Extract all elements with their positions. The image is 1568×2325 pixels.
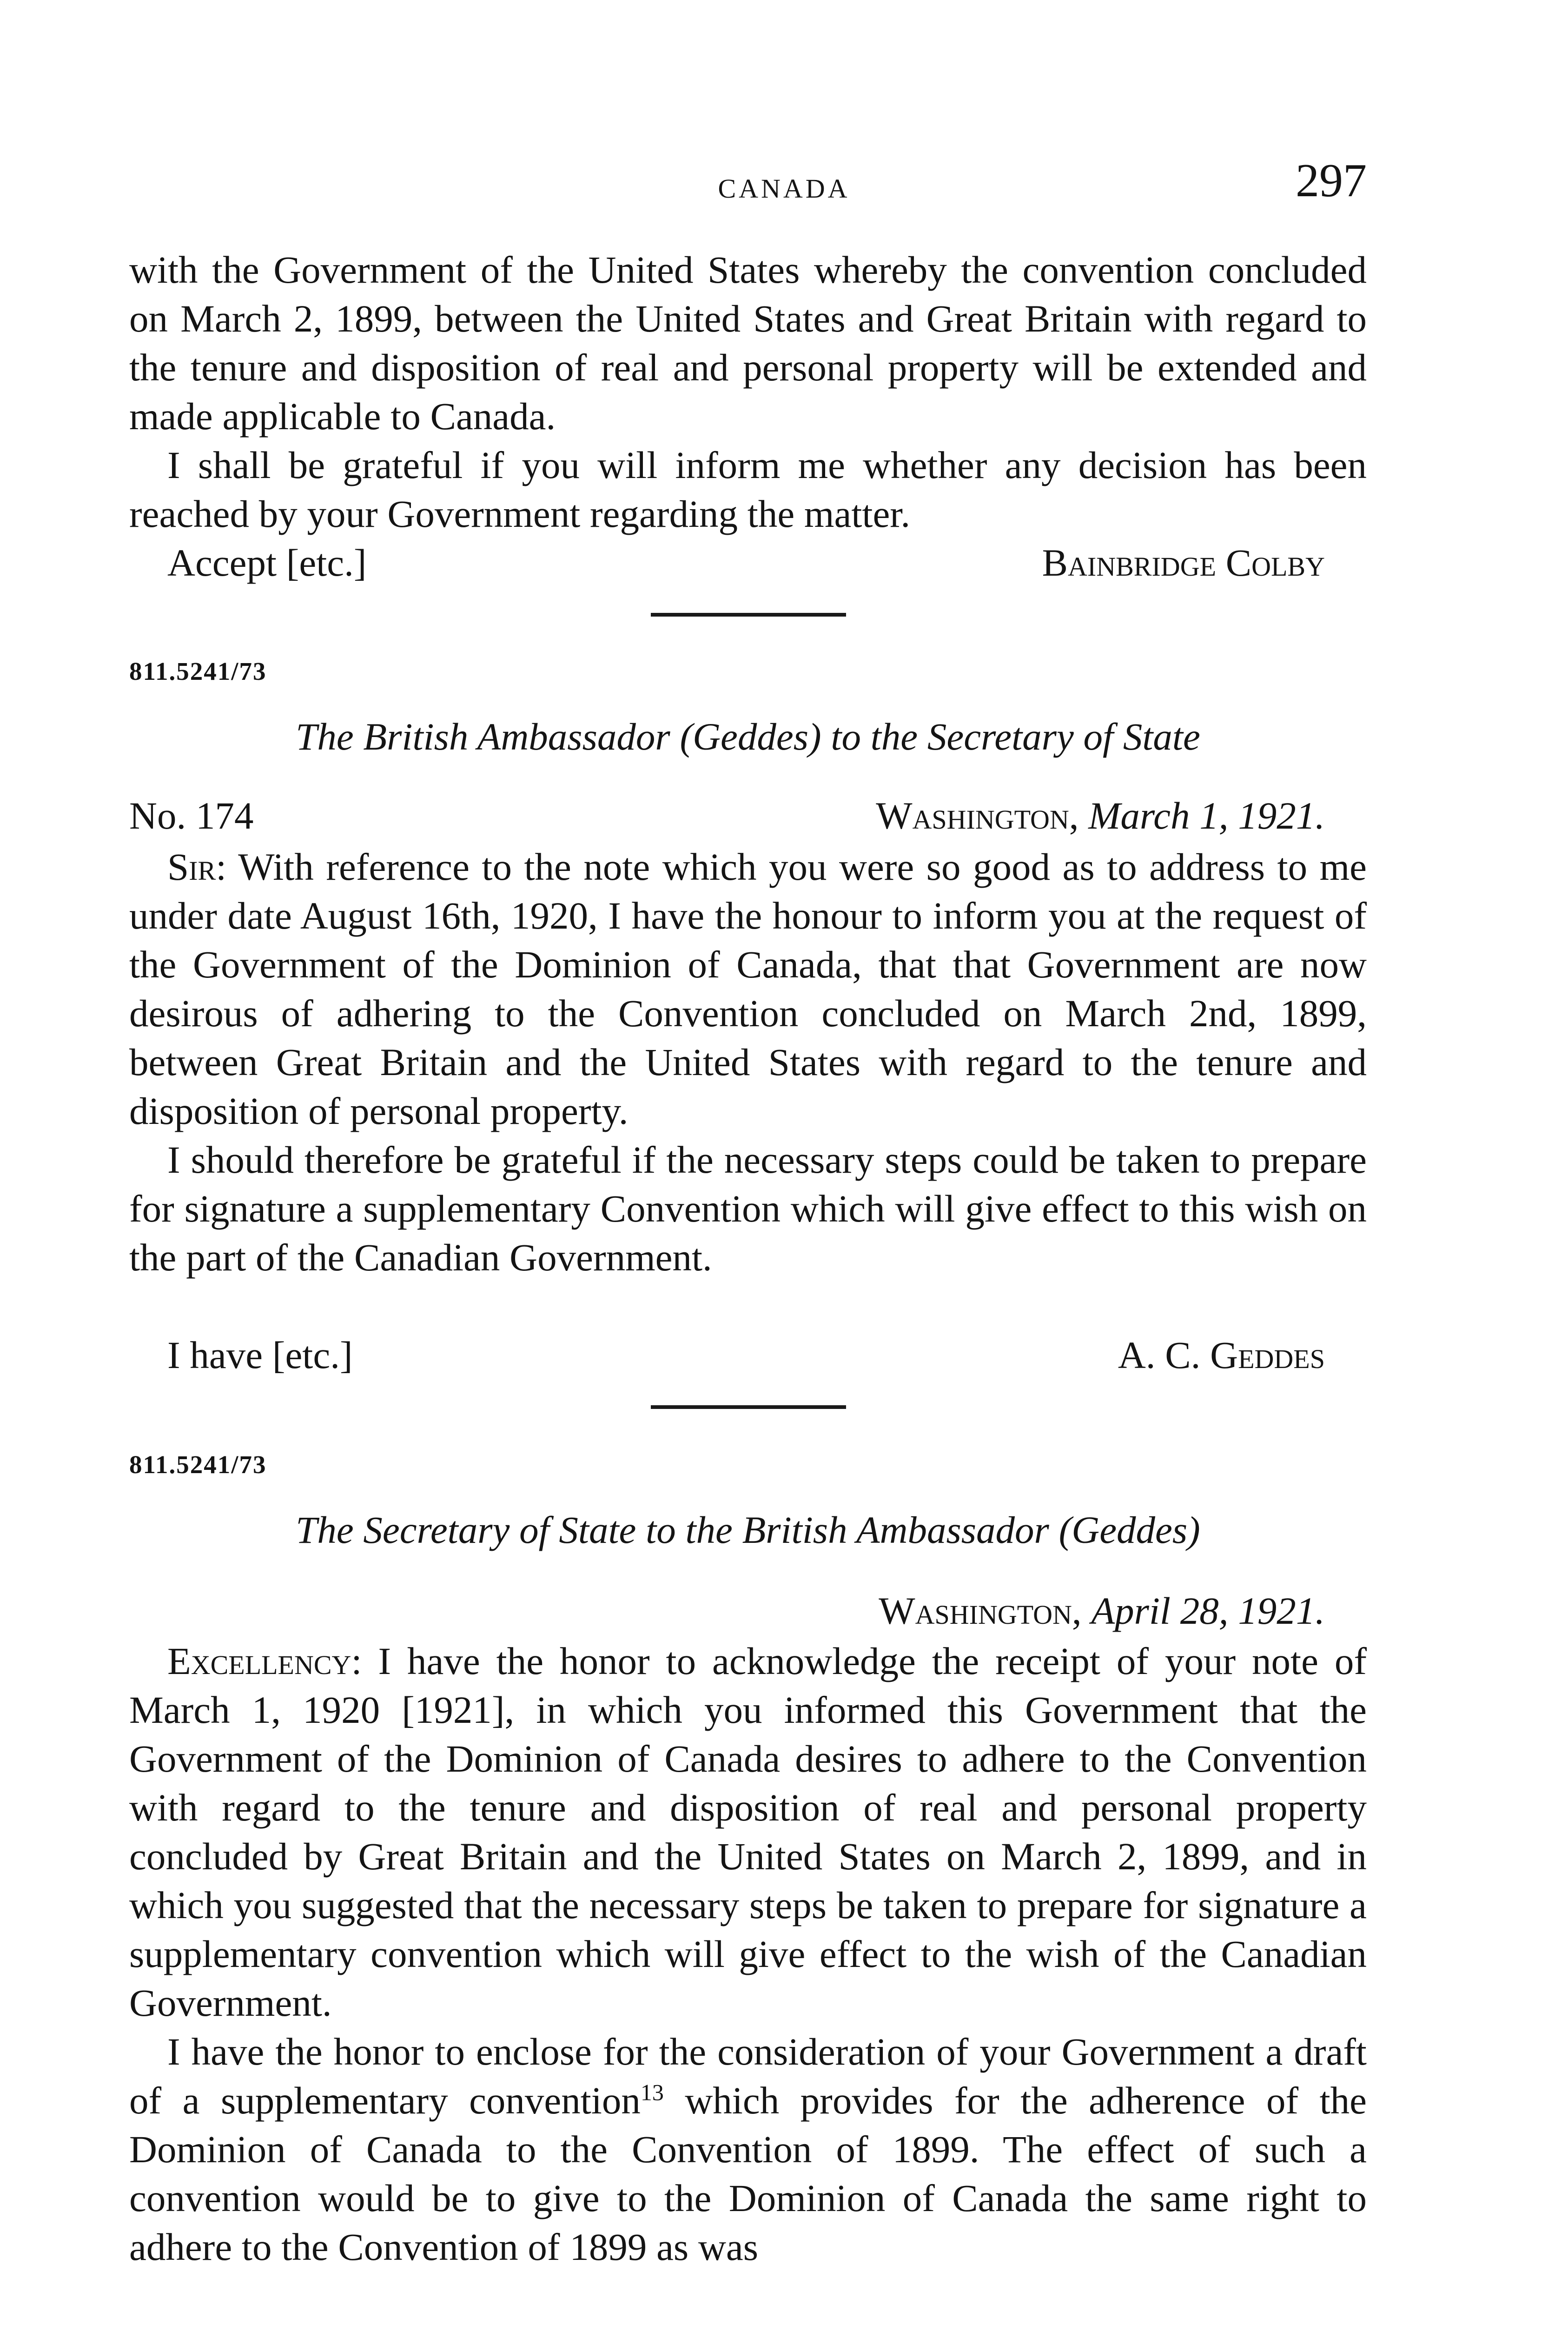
paragraph: I should therefore be grateful if the necessary steps could be taken to prepare for signature a supplementary Convention which will give effect to this wish on the part of the Canadian Government.: [129, 1138, 1367, 1279]
signature: Bainbridge Colby: [1042, 541, 1325, 584]
file-reference: 811.5241/73: [129, 657, 267, 685]
salutation: Excellency:: [167, 1640, 362, 1682]
letter-continuation: [129, 246, 1367, 538]
section-divider: [651, 613, 846, 617]
paragraph-text: With reference to the note which you were so good as to address to me under date August 16th, 1920, I have the honour to inform you at the request of the Government of the Dominion of Canada, that that Government are now desirous of adhering to the Convention concluded on March 2nd, 1899, between Great Britain and the United States with regard to the tenure and disposition of personal property.: [129, 845, 1367, 1132]
running-title: CANADA: [718, 173, 850, 204]
paragraph: I shall be grateful if you will inform me whether any decision has been reached by your Government regarding the matter.: [129, 444, 1367, 535]
letter-body: [129, 843, 1367, 1282]
paragraph: [129, 1637, 1367, 2027]
closing: I have [etc.]: [167, 1334, 353, 1376]
document-heading: The Secretary of State to the British Ambassador (Geddes): [296, 1508, 1200, 1551]
paragraph-text: which provides for the adherence of the Dominion of Canada to the Convention of 1899. The effect of such a convention would be to give to the Dominion of Canada the same right to adhere to the Convention of 1899 as was: [129, 2079, 1367, 2268]
place-date: [876, 791, 1325, 840]
place: Washington,: [876, 794, 1079, 837]
note-number: No. 174: [129, 794, 254, 837]
paragraph: [129, 843, 1367, 1136]
paragraph-text: I have the honor to acknowledge the receipt of your note of March 1, 1920 [1921], in which you informed this Government that the Government of the Dominion of Canada desires to adhere to the Convention with regard to the tenure and disposition of real and personal property concluded by Great Britain and the United States on March 2, 1899, and in which you suggested that the necessary steps be taken to prepare for signature a supplementary convention which will give effect to the wish of the Canadian Government.: [129, 1640, 1367, 2024]
closing: Accept [etc.]: [167, 541, 367, 584]
date: April 28, 1921.: [1091, 1589, 1325, 1632]
dateline: [129, 791, 1367, 840]
date: March 1, 1921.: [1088, 794, 1325, 837]
file-reference: 811.5241/73: [129, 1450, 267, 1479]
paragraph: [129, 2027, 1367, 2272]
letter-body: [129, 1637, 1367, 2272]
paragraph: with the Government of the United States whereby the convention concluded on March 2, 1899, between the United States and Great Britain with regard to the tenure and disposition of real and personal property will be extended and made applicable to Canada.: [129, 248, 1367, 438]
place: Washington,: [879, 1589, 1082, 1632]
signature: A. C. Geddes: [1118, 1334, 1325, 1376]
page-number: 297: [1296, 154, 1367, 207]
dateline: [129, 1587, 1367, 1635]
closing-line: [129, 1331, 1367, 1380]
paragraph-text: I have the honor to enclose for the consideration of your Government a draft of a supplementary convention: [129, 2030, 1367, 2122]
salutation: Sir:: [167, 845, 227, 888]
section-divider: [651, 1405, 846, 1409]
document-heading: The British Ambassador (Geddes) to the Secretary of State: [296, 715, 1200, 758]
closing-line: [129, 538, 1367, 587]
place-date: [879, 1587, 1325, 1635]
footnote-reference: 13: [640, 2079, 664, 2106]
